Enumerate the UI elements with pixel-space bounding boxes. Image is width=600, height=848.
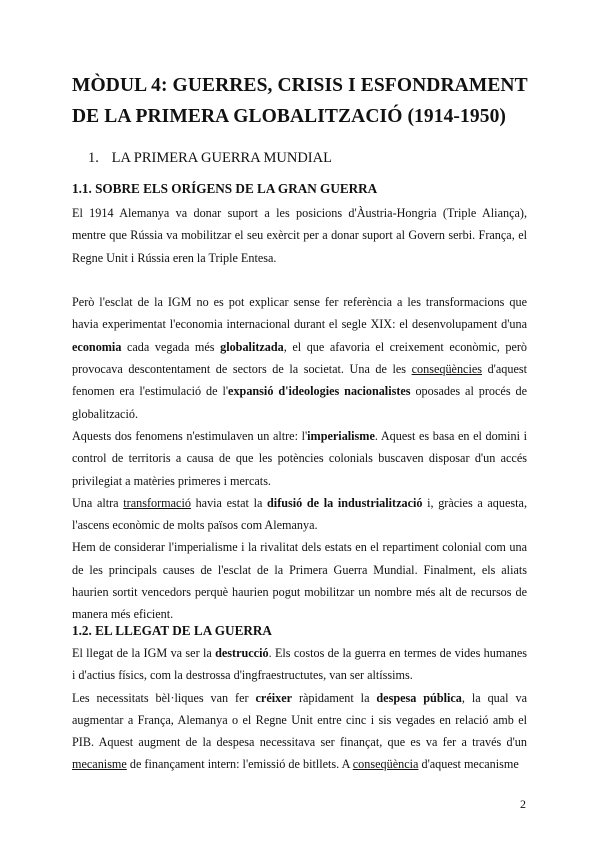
paragraph: Una altra transformació havia estat la difusió de la industrialització i, gràcies a aquesta, l'ascens econòmic de molts països com Alemanya. [72,495,527,533]
section-number: 1. [88,150,99,166]
paragraph: Però l'esclat de la IGM no es pot explicar sense fer referència a les transformacions que havia experimentat l'economia internacional durant el segle XIX: el desenvolupament d'una economia cada vegada més globalitzada, el que afavoria el creixement econòmic, però provocava descontentament de sectors de la societat. Una de les conseqüències d'aquest fenomen era l'estimulació de l'expansió d'ideologies nacionalistes oposades al procés de globalització. [72,295,528,421]
page-number: 2 [520,797,526,811]
section-title: LA PRIMERA GUERRA MUNDIAL [111,150,332,166]
subsection-heading-origins: 1.1. SOBRE ELS ORÍGENS DE LA GRAN GUERRA [72,181,378,196]
paragraph: El llegat de la IGM va ser la destrucció. Els costos de la guerra en termes de vides humanes i d'actius físics, com la destrossa d'ingfraestructutes, van ser altíssims. [72,646,527,683]
document-title: MÒDUL 4: GUERRES, CRISIS I ESFONDRAMENT DE LA PRIMERA GLOBALITZACIÓ (1914-1950) [72,75,528,127]
paragraph: El 1914 Alemanya va donar suport a les posicions d'Àustria-Hongria (Triple Aliança), mentre que Rússia va mobilitzar el seu exèrcit per a donar suport al Govern serbi. França, el Regne Unit i Rússia eren la Triple Entesa. [72,206,527,265]
section-heading [88,150,332,167]
subsection-body-legacy [72,642,527,776]
subsection-heading-legacy: 1.2. EL LLEGAT DE LA GUERRA [72,623,272,638]
paragraph: Les necessitats bèl·liques van fer créixer ràpidament la despesa pública, la qual va augmentar a França, Alemanya o el Regne Unit entre cinc i sis vegades en relació amb el PIB. Aquest augment de la despesa necessitava ser finançat, que es va fer a través d'un mecanisme de finançament intern: l'emissió de bitllets. A conseqüència d'aquest mecanisme [72,690,527,772]
paragraph: Hem de considerar l'imperialisme i la rivalitat dels estats en el repartiment colonial com una de les principals causes de l'esclat de la Primera Guerra Mundial. Finalment, els aliats haurien sortit vencedors perquè haurien pogut mobilitzar un nombre més alt de recursos de manera més eficient. [72,540,527,622]
paragraph: Aquests dos fenomens n'estimulaven un altre: l'imperialisme. Aquest es basa en el domini i control de territoris a causa de que les potències colonials buscaven disposar d'un accés privilegiat a matèries primeres i mercats. [72,428,527,488]
subsection-body-origins [72,202,527,626]
